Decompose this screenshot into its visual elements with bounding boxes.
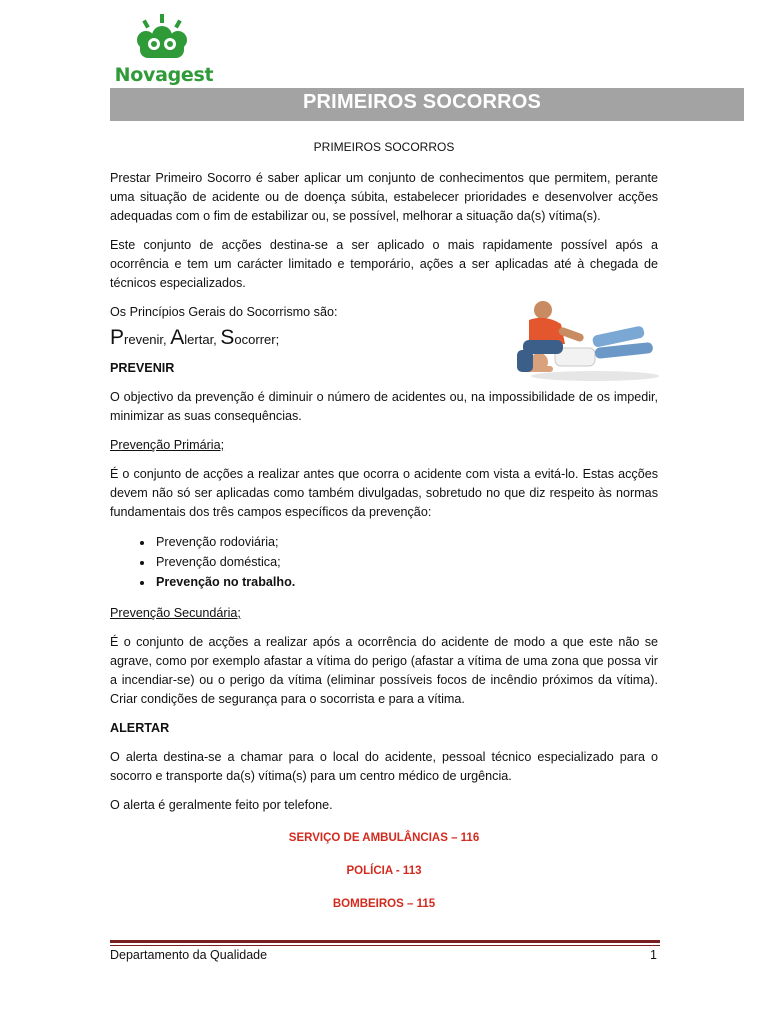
list-item: • Prevenção doméstica; [154,552,658,572]
footer-rule-thin [110,945,660,946]
prevention-fields-list [110,532,658,592]
socorrer-initial: S [220,326,235,349]
socorrer-rest: ocorrer; [234,332,280,347]
intro-paragraph: Prestar Primeiro Socorro é saber aplicar um conjunto de conhecimentos que permitem, perante uma situação de acidente ou de doença súbita, estabelecer prioridades e desenvolver acções adequadas com o fim de estabilizar ou, se possível, melhorar a situação da(s) vítima(s). [110,171,658,223]
ambulance-number: SERVIÇO DE AMBULÂNCIAS – 116 [288,832,480,844]
alertar-phone-paragraph: O alerta é geralmente feito por telefone. [110,798,333,812]
list-item: • Prevenção rodoviária; [154,532,658,552]
document-body [110,138,658,928]
principles-intro: Os Princípios Gerais do Socorrismo são: [110,305,338,319]
document-subtitle: PRIMEIROS SOCORROS [313,140,455,154]
alertar-heading: ALERTAR [110,721,170,735]
logo-text: Novagest [114,64,214,86]
footer-department: Departamento da Qualidade [110,948,268,962]
company-logo [112,14,222,86]
prevenir-heading: PREVENIR [110,361,175,375]
prevenir-rest: revenir, [124,332,171,347]
prevenir-initial: P [110,326,125,349]
secundaria-paragraph: É o conjunto de acções a realizar após a ocorrência do acidente de modo a que este não se agrave, como por exemplo afastar a vítima do perigo (afastar a vítima de uma zona que possa vir a incendiar-se) ou o perigo da vítima (eliminar possíveis focos de incêndio próximos da vítima). Criar condições de segurança para o socorrista e para a vítima. [110,635,658,706]
prevenir-paragraph: O objectivo da prevenção é diminuir o número de acidentes ou, na impossibilidade de os impedir, minimizar as suas consequências. [110,390,658,423]
primaria-paragraph: É o conjunto de acções a realizar antes que ocorra o acidente com vista a evitá-lo. Estas acções devem não só ser aplicadas como também divulgadas, sobretudo no que diz respeito às normas fundamentais dos três campos específicos da prevenção: [110,467,658,519]
footer-rule [110,940,660,943]
title-banner [110,88,744,121]
page-title: PRIMEIROS SOCORROS [303,91,542,113]
alertar-initial: A [170,326,185,349]
alertar-rest: lertar, [184,332,221,347]
logo-icon [132,14,202,66]
scope-paragraph: Este conjunto de acções destina-se a ser aplicado o mais rapidamente possível após a ocorrência e tem um carácter limitado e temporário, ações a ser aplicadas até à chegada de técnicos especializados. [110,238,658,290]
secundaria-heading: Prevenção Secundária; [110,606,241,620]
primaria-heading: Prevenção Primária; [110,438,225,452]
police-number: POLÍCIA - 113 [346,865,422,877]
firefighters-number: BOMBEIROS – 115 [332,898,436,910]
list-item: • Prevenção no trabalho. [154,572,658,592]
principles-list [110,328,658,349]
alertar-paragraph: O alerta destina-se a chamar para o local do acidente, pessoal técnico especializado para o socorro e transporte da(s) vítima(s) para um centro médico de urgência. [110,750,658,783]
page-number: 1 [650,948,657,962]
